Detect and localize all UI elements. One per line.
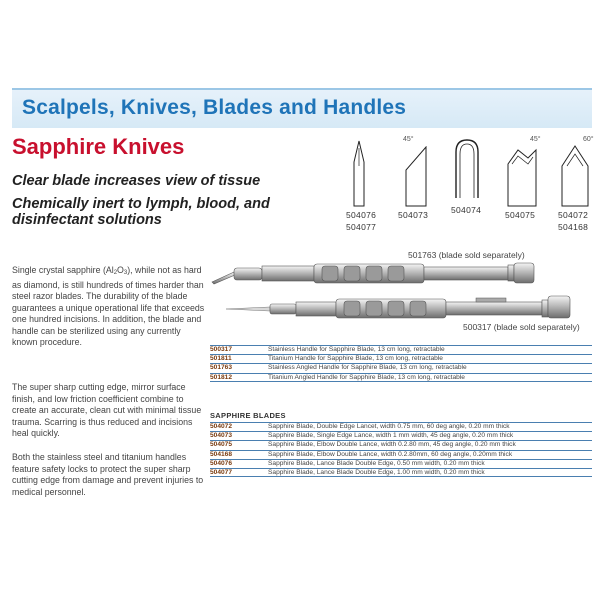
item-description: Sapphire Blade, Elbow Double Lance, width 0.2.80 mm, 45 deg angle, 0.20 mm thick [268, 441, 516, 449]
item-code: 504073 [210, 432, 233, 440]
table-row [210, 363, 592, 372]
item-code: 504075 [210, 441, 233, 449]
blade-code: 504076 [346, 210, 377, 220]
item-code: 501811 [210, 355, 232, 363]
blades-table-heading: SAPPHIRE BLADES [210, 411, 286, 420]
blade-code: 504074 [451, 205, 482, 215]
table-row [210, 373, 592, 382]
table-row [210, 422, 592, 431]
blade-illustration-single-edge [402, 146, 428, 208]
item-description: Sapphire Blade, Elbow Double Lance, width 0.2.80mm, 60 deg angle, 0.20mm thick [268, 450, 513, 458]
item-code: 504072 [210, 423, 233, 430]
item-description: Stainless Angled Handle for Sapphire Blade, 13 cm long, retractable [268, 364, 467, 372]
blade-illustration-lance [352, 140, 366, 208]
item-description: Sapphire Blade, Single Edge Lance, width 1 mm width, 45 deg angle, 0.20 mm thick [268, 432, 514, 440]
item-code: 501763 [210, 364, 233, 372]
handle-table [210, 345, 592, 382]
blade-illustration-elbow-45 [506, 142, 538, 208]
angle-label: 60° [583, 136, 594, 143]
item-code: 504168 [210, 450, 233, 458]
item-code: 501812 [210, 373, 233, 381]
item-code: 504076 [210, 459, 233, 467]
item-description: Titanium Handle for Sapphire Blade, 13 cm long, retractable [268, 355, 443, 363]
blade-code: 504072 [558, 210, 589, 220]
item-description: Sapphire Blade, Double Edge Lancet, width 0.75 mm, 60 deg angle, 0.20 mm thick [268, 423, 510, 430]
table-row [210, 431, 592, 440]
subhead-chemically-inert: Chemically inert to lymph, blood, and disinfectant solutions [12, 196, 270, 228]
item-description: Stainless Handle for Sapphire Blade, 13 cm long, retractable [268, 346, 445, 353]
section-title: Sapphire Knives [12, 134, 185, 159]
description-paragraph: The super sharp cutting edge, mirror surface finish, and low friction coefficient combine to create an accurate, clean cut with minimal tissue trauma. Scarring is thus reduced and incisions heal quickly. [12, 382, 202, 438]
banner-title: Scalpels, Knives, Blades and Handles [22, 96, 407, 119]
description-paragraph: Single crystal sapphire $(Al_2O_3)$, while not as hard as diamond, is still hundreds of times harder than steel razor blades. The durability of the blade guarantees a unique operational life that exceeds one hundred incisions. In addition, the blade and handle can be sterilized using any currently known procedure. [12, 265, 205, 347]
item-description: Sapphire Blade, Lance Blade Double Edge, 1.00 mm width, 0.20 mm thick [268, 468, 485, 476]
blade-code: 504077 [346, 222, 377, 232]
blade-code: 504073 [398, 210, 429, 220]
item-code: 504077 [210, 468, 233, 476]
table-row [210, 450, 592, 459]
item-code: 500317 [210, 346, 233, 353]
blade-code: 504075 [505, 210, 536, 220]
description-paragraph: Both the stainless steel and titanium handles feature safety locks to protect the super sharp cutting edge from damage and prevent injuries to medical personnel. [12, 452, 204, 497]
table-row [210, 354, 592, 363]
item-description: Titanium Angled Handle for Sapphire Blade, 13 cm long, retractable [268, 373, 465, 381]
table-row [210, 440, 592, 449]
subhead-clear-blade: Clear blade increases view of tissue [12, 173, 261, 189]
handle-caption-angled: 501763 (blade sold separately) [408, 250, 525, 260]
angle-label: 45° [530, 136, 541, 143]
handle-caption-straight: 500317 (blade sold separately) [463, 322, 580, 332]
table-row [210, 459, 592, 468]
blade-illustration-rounded [452, 138, 482, 200]
blade-code: 504168 [558, 222, 589, 232]
item-description: Sapphire Blade, Lance Blade Double Edge, 0.50 mm width, 0.20 mm thick [268, 459, 485, 467]
angle-label: 45° [403, 136, 414, 143]
category-banner [12, 88, 592, 128]
blade-table [210, 422, 592, 477]
blade-illustration-elbow-60 [560, 142, 590, 208]
table-row [210, 468, 592, 477]
table-row [210, 345, 592, 354]
